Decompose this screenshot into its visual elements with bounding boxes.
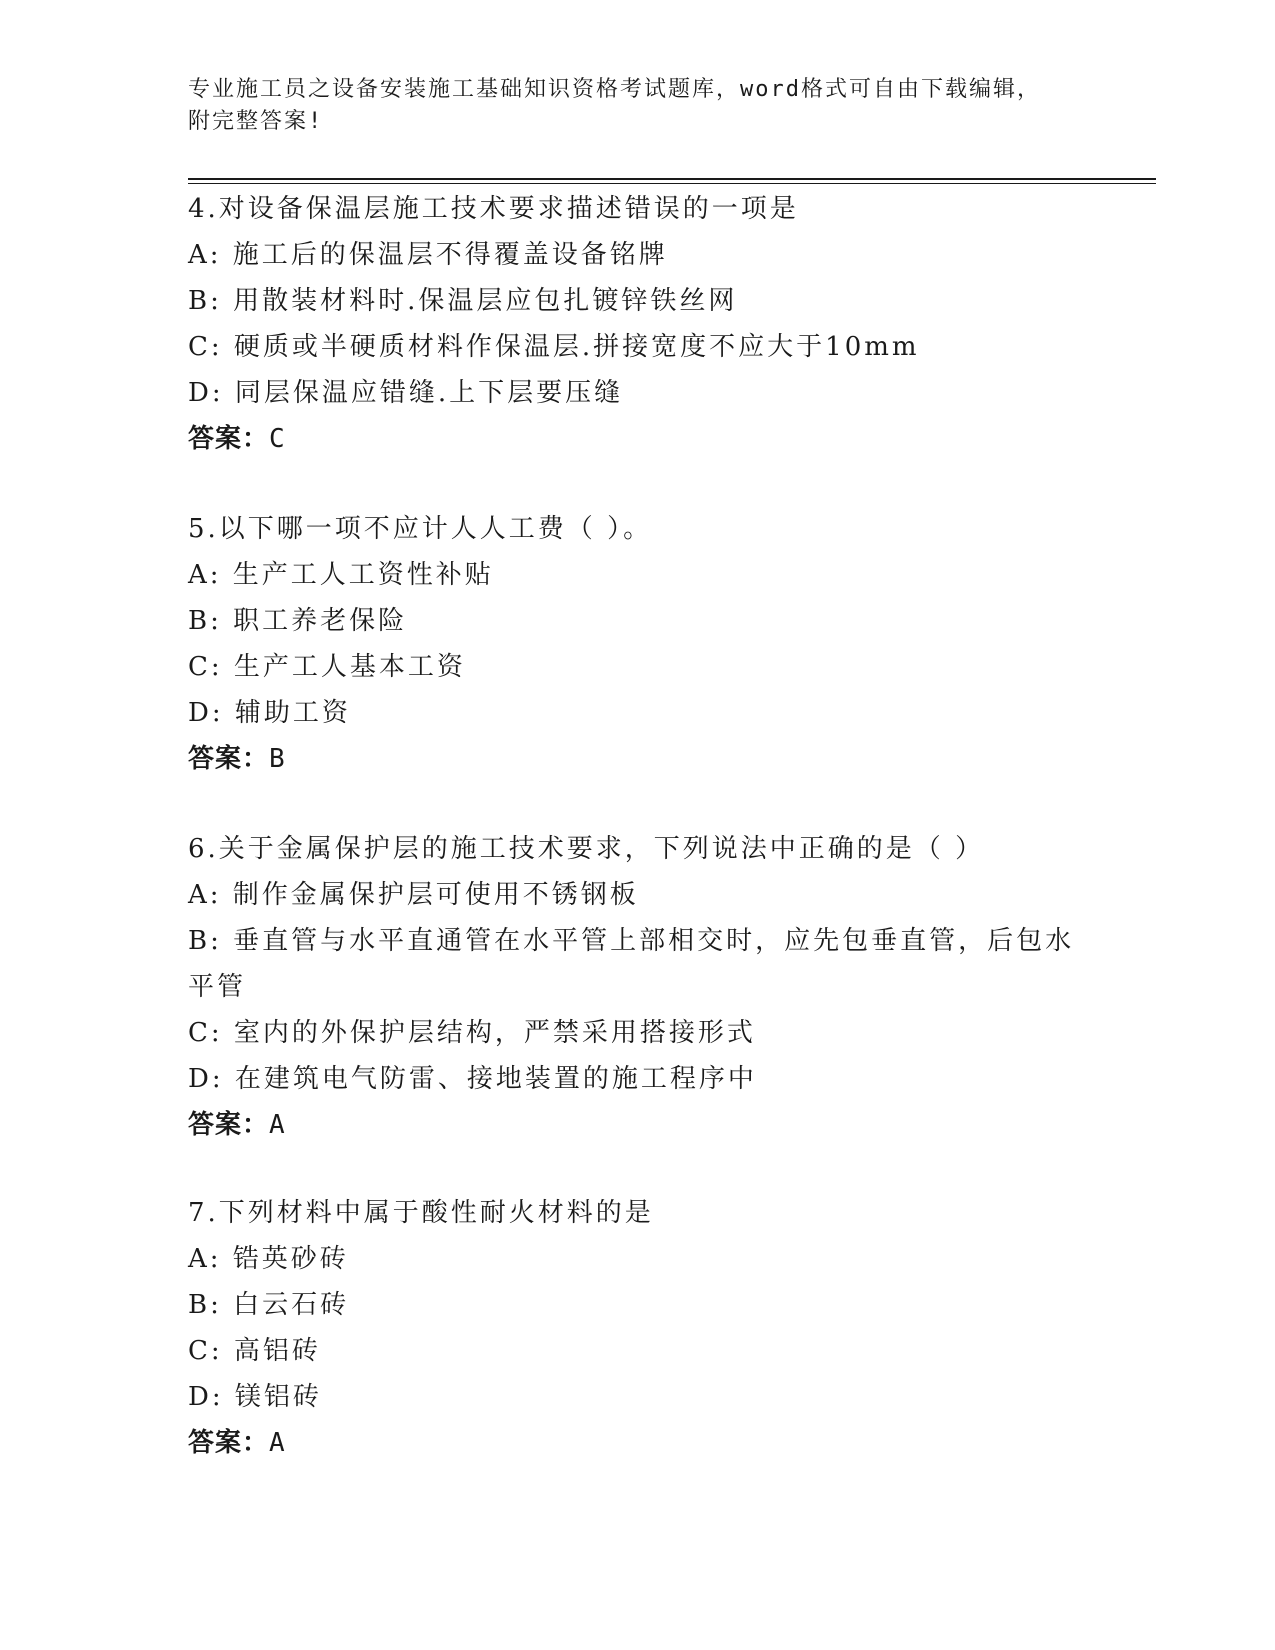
answer-value: A bbox=[269, 1110, 286, 1140]
question-6 bbox=[188, 826, 1088, 1148]
answer-label: 答案： bbox=[188, 1428, 270, 1458]
question-stem: 4.对设备保温层施工技术要求描述错误的一项是 bbox=[188, 194, 799, 224]
answer-label: 答案： bbox=[188, 1110, 270, 1140]
option-a: A: 锆英砂砖 bbox=[188, 1244, 349, 1274]
document-header bbox=[188, 74, 1088, 138]
option-b: B: 白云石砖 bbox=[188, 1290, 350, 1320]
option-a: A: 制作金属保护层可使用不锈钢板 bbox=[188, 880, 639, 910]
option-a: A: 生产工人工资性补贴 bbox=[188, 560, 494, 590]
answer-value: B bbox=[269, 744, 286, 774]
option-c: C: 室内的外保护层结构，严禁采用搭接形式 bbox=[188, 1018, 756, 1048]
header-line-2: 附完整答案! bbox=[188, 109, 324, 134]
answer-value: C bbox=[269, 424, 286, 454]
question-7 bbox=[188, 1190, 1088, 1466]
question-4 bbox=[188, 186, 1088, 462]
option-a: A: 施工后的保温层不得覆盖设备铭牌 bbox=[188, 240, 668, 270]
option-d: D: 镁铝砖 bbox=[188, 1382, 322, 1412]
answer-label: 答案： bbox=[188, 424, 270, 454]
option-b: B: 职工养老保险 bbox=[188, 606, 408, 636]
answer-value: A bbox=[269, 1428, 286, 1458]
answer-line bbox=[188, 1102, 1088, 1148]
option-b: B: 垂直管与水平直通管在水平管上部相交时，应先包垂直管，后包水平管 bbox=[188, 926, 1075, 1002]
header-line-1: 专业施工员之设备安装施工基础知识资格考试题库，word格式可自由下载编辑， bbox=[188, 77, 1041, 102]
question-stem: 7.下列材料中属于酸性耐火材料的是 bbox=[188, 1198, 654, 1228]
question-stem: 5.以下哪一项不应计人人工费（ ）。 bbox=[188, 514, 653, 544]
answer-line bbox=[188, 1420, 1088, 1466]
header-divider-thick bbox=[188, 178, 1156, 180]
question-stem: 6.关于金属保护层的施工技术要求，下列说法中正确的是（ ） bbox=[188, 834, 985, 864]
question-5 bbox=[188, 506, 1088, 782]
option-c: C: 高铝砖 bbox=[188, 1336, 321, 1366]
option-d: D: 同层保温应错缝.上下层要压缝 bbox=[188, 378, 624, 408]
option-c: C: 生产工人基本工资 bbox=[188, 652, 466, 682]
option-c: C: 硬质或半硬质材料作保温层.拼接宽度不应大于10mm bbox=[188, 332, 920, 362]
header-divider-thin bbox=[188, 183, 1156, 184]
answer-line bbox=[188, 416, 1088, 462]
option-b: B: 用散装材料时.保温层应包扎镀锌铁丝网 bbox=[188, 286, 738, 316]
option-d: D: 在建筑电气防雷、接地装置的施工程序中 bbox=[188, 1064, 757, 1094]
answer-label: 答案： bbox=[188, 744, 270, 774]
answer-line bbox=[188, 736, 1088, 782]
option-d: D: 辅助工资 bbox=[188, 698, 351, 728]
